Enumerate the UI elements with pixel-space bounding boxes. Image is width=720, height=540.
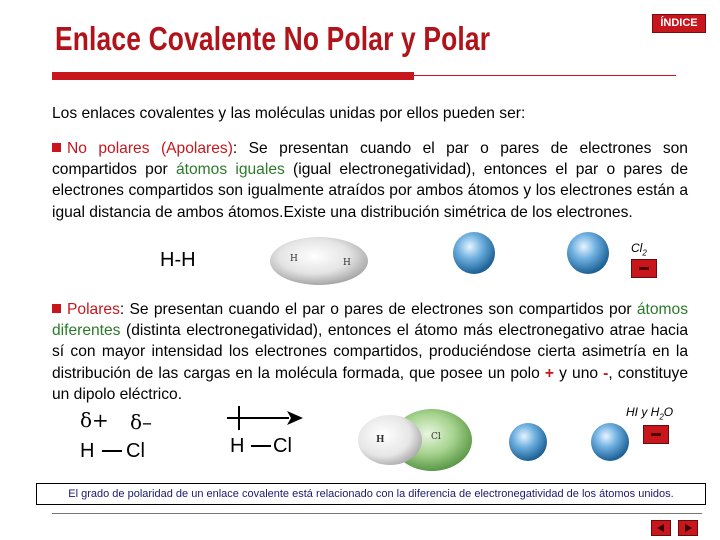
- h2-molecule-model: [266, 234, 372, 290]
- index-button[interactable]: ÍNDICE: [652, 14, 706, 33]
- cl2-sphere-models: [452, 230, 612, 286]
- bond-line: [102, 450, 122, 452]
- sphere-right-polar: [591, 423, 629, 461]
- page-title: Enlace Covalente No Polar y Polar: [55, 20, 491, 57]
- title-underline-bar: [52, 72, 414, 80]
- sphere-left-polar: [509, 423, 547, 461]
- bullet-icon: [52, 143, 61, 152]
- nonpolar-text-b: (igual electronegatividad), entonces el par o pares de electrones compartidos son igualmente atraídos por ambos átomos y los electrones están a igual distancia de ambos átomos.Existe una distribución simétrica de los electrones.: [52, 161, 689, 221]
- bond-line-2: [251, 445, 271, 447]
- sphere-right: [567, 232, 609, 274]
- polar-term: Polares: [67, 301, 120, 318]
- h2-atom-label-1: H: [290, 254, 298, 264]
- model-label-h: H: [376, 435, 385, 445]
- polar-text-a: : Se presentan cuando el par o pares de electrones son compartidos por: [119, 301, 637, 318]
- intro-text: Los enlaces covalentes y las moléculas unidas por ellos pueden ser:: [52, 105, 526, 122]
- dipole-arrow-icon: [225, 402, 305, 436]
- polarity-note-box: El grado de polaridad de un enlace covalente está relacionado con la diferencia de electronegatividad de los átomos unidos.: [36, 483, 706, 505]
- previous-slide-button[interactable]: [651, 520, 671, 536]
- hcl-molecule-model: [356, 408, 476, 474]
- title-underline-line: [414, 75, 676, 76]
- sphere-left: [453, 232, 495, 274]
- polar-highlight: átomos diferentes: [52, 301, 688, 340]
- polar-text-b: (distinta electronegatividad), entonces el átomo más electronegativo atrae hacia sí con mayor intensidad los electrones compartidos, produciéndose cierta asimetría en la distribución de las cargas en la molécula formada, que posee un polo: [52, 322, 688, 382]
- nonpolar-paragraph: [52, 138, 688, 223]
- hcl-atom-h: H: [80, 440, 95, 462]
- footer-divider: [52, 513, 702, 514]
- h-cloud: [358, 415, 422, 465]
- h2-electron-cloud: [270, 237, 368, 285]
- negative-pole: -: [603, 364, 609, 382]
- hi-h2o-label: HI y $H_2O$: [626, 405, 674, 422]
- positive-pole: +: [544, 364, 555, 382]
- polar-text-d: , constituye un dipolo eléctrico.: [52, 364, 689, 403]
- hcl-atom-cl-2: Cl: [273, 435, 292, 457]
- hh-formula: H-H: [160, 249, 196, 271]
- polar-text-c: y uno: [554, 364, 604, 382]
- nonpolar-highlight: átomos iguales: [175, 161, 285, 179]
- cl2-label: $Cl_2$: [631, 241, 647, 258]
- play-animation-button-nonpolar[interactable]: [631, 259, 657, 278]
- polar-sphere-models: [508, 420, 632, 472]
- next-slide-button[interactable]: [678, 520, 698, 536]
- polar-paragraph: [52, 299, 688, 405]
- nonpolar-text-a: : Se presentan cuando el par o pares de electrones son compartidos por: [52, 140, 688, 179]
- nonpolar-term: No polares (Apolares): [67, 140, 233, 157]
- hcl-atom-cl: Cl: [126, 440, 145, 462]
- h2-atom-label-2: H: [343, 258, 351, 268]
- bullet-icon: [52, 304, 61, 313]
- delta-plus: δ+: [80, 408, 109, 432]
- hcl-atom-h-2: H: [230, 435, 245, 457]
- model-label-cl: Cl: [431, 432, 441, 442]
- play-animation-button-polar[interactable]: [643, 425, 669, 444]
- delta-minus: δ–: [130, 410, 153, 434]
